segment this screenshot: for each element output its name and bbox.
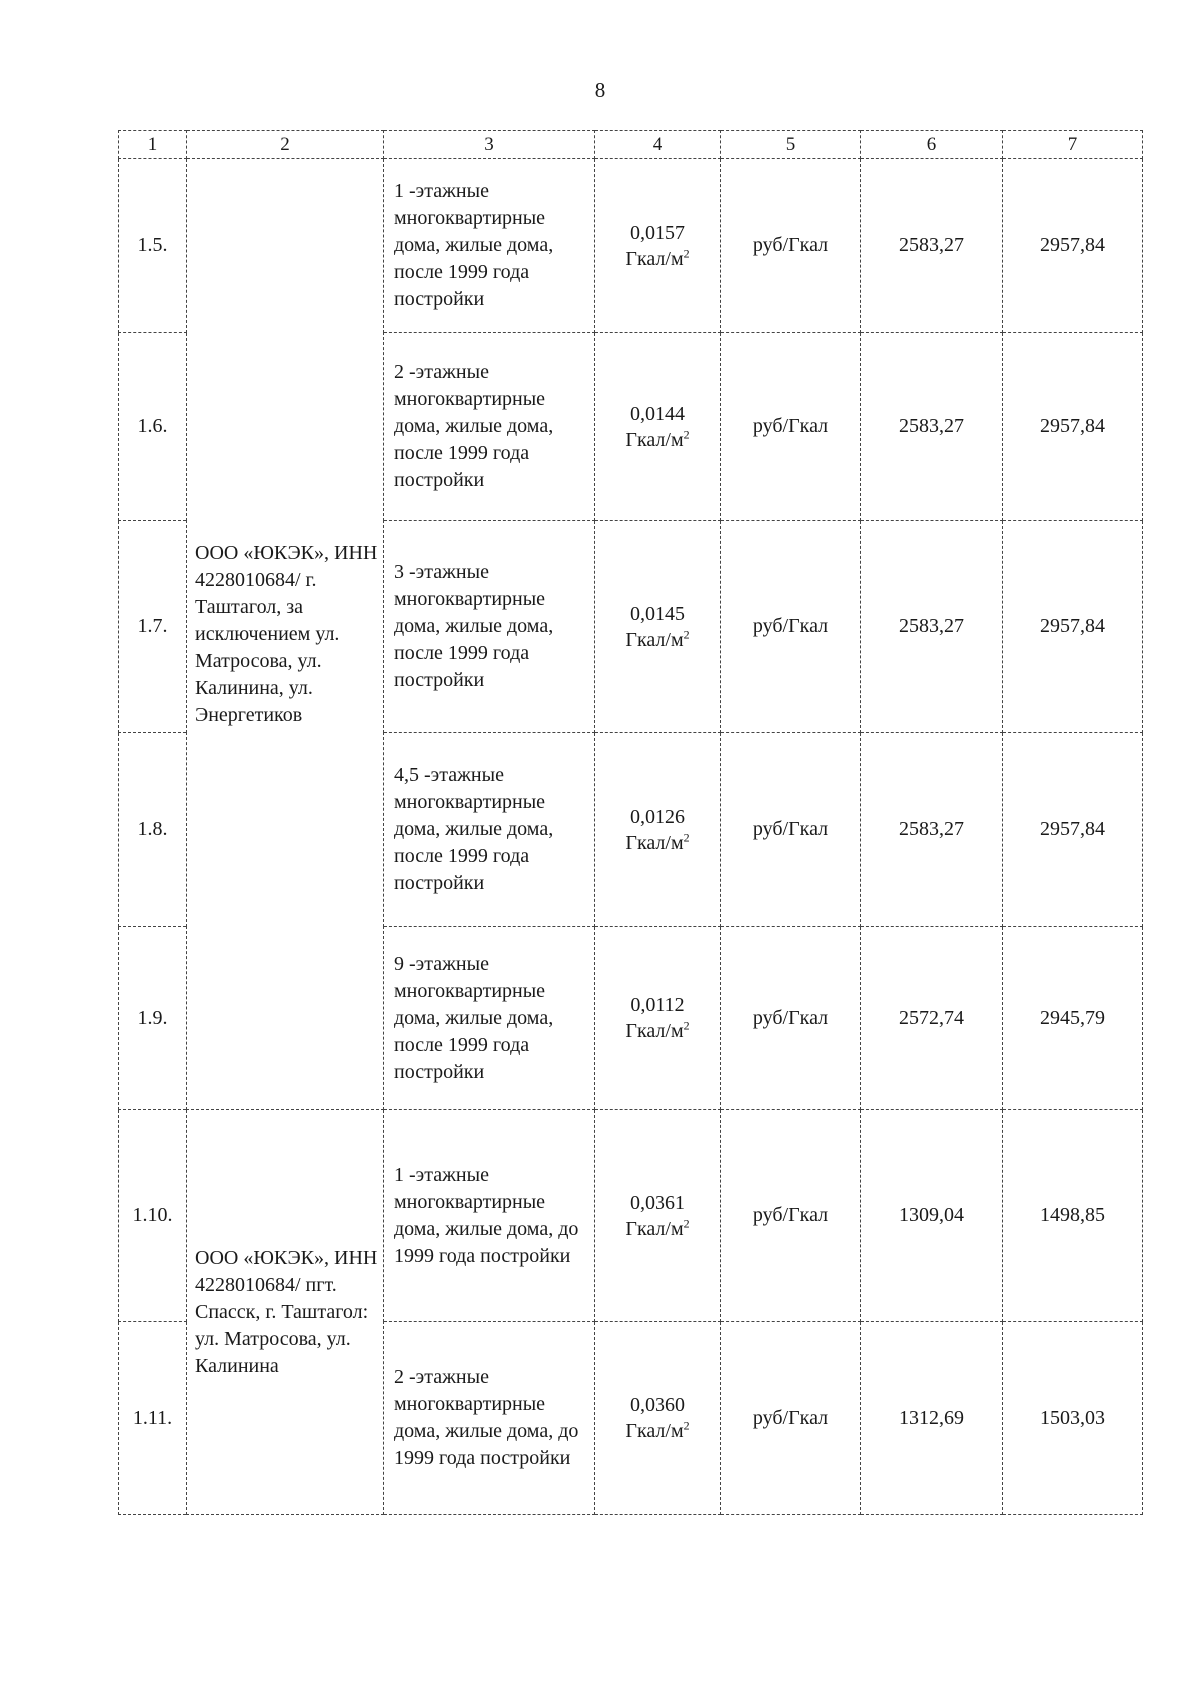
tariff-unit: руб/Гкал [721,733,861,927]
tariff-table [118,130,1143,1515]
unit-exponent: 2 [683,426,690,441]
column-header: 5 [721,131,861,159]
norm-value: 0,0157 [630,221,685,244]
unit-exponent: 2 [683,1018,690,1033]
housing-type: 1 -этажные многоквартирные дома, жилые дома, до 1999 года постройки [384,1110,595,1322]
column-header: 6 [861,131,1003,159]
consumption-norm [595,1322,721,1515]
unit-exponent: 2 [683,829,690,844]
consumption-norm [595,733,721,927]
tariff-value-col6: 2583,27 [861,733,1003,927]
row-number: 1.10. [119,1110,187,1322]
tariff-value-col7: 2957,84 [1003,733,1143,927]
tariff-value-col7: 2957,84 [1003,333,1143,521]
table-row [119,159,1143,333]
tariff-value-col6: 2572,74 [861,927,1003,1110]
tariff-value-col6: 2583,27 [861,521,1003,733]
row-number: 1.11. [119,1322,187,1515]
unit-exponent: 2 [683,245,690,260]
row-number: 1.6. [119,333,187,521]
table-row [119,1110,1143,1322]
row-number: 1.8. [119,733,187,927]
unit-exponent: 2 [683,626,690,641]
unit-exponent: 2 [683,1215,690,1230]
column-header: 4 [595,131,721,159]
tariff-unit: руб/Гкал [721,159,861,333]
tariff-value-col6: 1312,69 [861,1322,1003,1515]
housing-type: 3 -этажные многоквартирные дома, жилые дома, после 1999 года постройки [384,521,595,733]
housing-type: 4,5 -этажные многоквартирные дома, жилые дома, после 1999 года постройки [384,733,595,927]
row-number: 1.7. [119,521,187,733]
norm-value: 0,0112 [630,994,685,1016]
tariff-value-col7: 2957,84 [1003,159,1143,333]
tariff-value-col6: 2583,27 [861,159,1003,333]
housing-type: 9 -этажные многоквартирные дома, жилые дома, после 1999 года постройки [384,927,595,1110]
tariff-value-col6: 1309,04 [861,1110,1003,1322]
tariff-value-col7: 2945,79 [1003,927,1143,1110]
consumption-norm [595,159,721,333]
consumption-norm [595,521,721,733]
consumption-norm [595,1110,721,1322]
norm-unit: Гкал/м [625,1020,684,1042]
tariff-unit: руб/Гкал [721,1110,861,1322]
norm-unit: Гкал/м [625,247,684,270]
tariff-unit: руб/Гкал [721,927,861,1110]
tariff-unit: руб/Гкал [721,521,861,733]
column-header: 2 [187,131,384,159]
tariff-unit: руб/Гкал [721,1322,861,1515]
tariff-value-col7: 1503,03 [1003,1322,1143,1515]
housing-type: 1 -этажные многоквартирные дома, жилые дома, после 1999 года постройки [384,159,595,333]
norm-unit: Гкал/м [625,628,684,651]
column-header-row [119,131,1143,159]
row-number: 1.9. [119,927,187,1110]
norm-value: 0,0360 [630,1394,685,1416]
consumption-norm [595,333,721,521]
norm-unit: Гкал/м [625,1420,684,1442]
column-header: 7 [1003,131,1143,159]
unit-exponent: 2 [683,1418,690,1433]
column-header: 1 [119,131,187,159]
column-header: 3 [384,131,595,159]
row-number: 1.5. [119,159,187,333]
norm-value: 0,0126 [630,805,685,828]
tariff-value-col7: 2957,84 [1003,521,1143,733]
tariff-unit: руб/Гкал [721,333,861,521]
consumption-norm [595,927,721,1110]
tariff-value-col6: 2583,27 [861,333,1003,521]
norm-value: 0,0145 [630,602,685,625]
organization-cell: ООО «ЮКЭК», ИНН 4228010684/ пгт. Спасск, г. Таштагол: ул. Матросова, ул. Калинина [187,1110,384,1515]
page-number: 8 [594,78,606,102]
norm-unit: Гкал/м [625,428,684,451]
tariff-value-col7: 1498,85 [1003,1110,1143,1322]
norm-unit: Гкал/м [625,831,684,854]
norm-value: 0,0144 [630,402,685,425]
housing-type: 2 -этажные многоквартирные дома, жилые дома, после 1999 года постройки [384,333,595,521]
norm-value: 0,0361 [630,1191,685,1214]
norm-unit: Гкал/м [625,1217,684,1240]
organization-cell: ООО «ЮКЭК», ИНН 4228010684/ г. Таштагол, за исключением ул. Матросова, ул. Калинина, ул. Энергетиков [187,159,384,1110]
housing-type: 2 -этажные многоквартирные дома, жилые дома, до 1999 года постройки [384,1322,595,1515]
